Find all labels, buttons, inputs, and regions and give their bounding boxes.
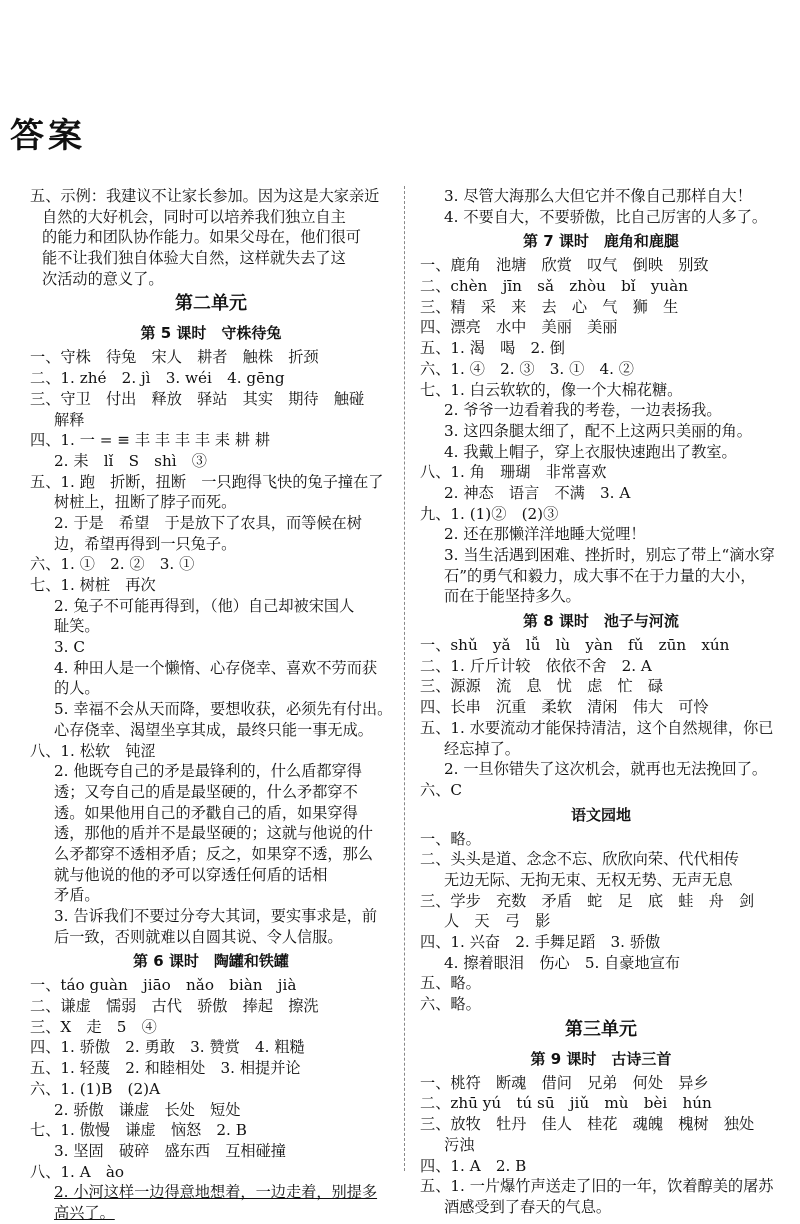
answer-line: 2. 兔子不可能再得到，（他）自己却被宋国人 bbox=[54, 596, 355, 615]
answer-line: 六、1. (1)B (2)A bbox=[30, 1079, 161, 1098]
answer-line: 2. 神态 语言 不满 3. A bbox=[444, 483, 631, 502]
answer-line: 能不让我们独自体验大自然，这样就失去了这 bbox=[42, 249, 346, 268]
answer-line: 么矛都穿不透相矛盾；反之，如果穿不透，那么 bbox=[54, 844, 373, 863]
answer-line: 五、1. 轻蔑 2. 和睦相处 3. 相提并论 bbox=[30, 1059, 301, 1078]
section-heading: 第 9 课时 古诗三首 bbox=[530, 1049, 672, 1068]
answer-line: 石”的勇气和毅力，成大事不在于力量的大小， bbox=[444, 566, 756, 585]
answer-line: 二、头头是道、念念不忘、欣欣向荣、代代相传 bbox=[420, 850, 739, 869]
answer-line: 的人。 bbox=[54, 679, 100, 698]
answer-line: 八、1. 角 珊瑚 非常喜欢 bbox=[420, 463, 607, 482]
answer-line: 透；又夸自己的盾是最坚硬的，什么矛都穿不 bbox=[54, 782, 358, 801]
answer-line: 3. C bbox=[54, 638, 85, 657]
answer-line: 五、示例：我建议不让家长参加。因为这是大家亲近 bbox=[30, 187, 380, 205]
answer-line: 3. 这四条腿太细了，配不上这两只美丽的角。 bbox=[444, 421, 752, 440]
answer-line: 的能力和团队协作能力。如果父母在，他们很可 bbox=[42, 228, 361, 247]
answer-line: 2. 还在那懒洋洋地睡大觉哩！ bbox=[444, 525, 646, 544]
page-title: 答案 bbox=[10, 116, 86, 156]
answer-column-left bbox=[30, 186, 392, 1224]
answer-line: 就与他说的他的矛可以穿透任何盾的话相 bbox=[54, 865, 328, 884]
answer-line: 五、1. 跑 折断，扭断 一只跑得飞快的兔子撞在了 bbox=[30, 472, 384, 491]
answer-line: 2. 耒 lǐ S shì ③ bbox=[54, 451, 207, 470]
answer-line: 2. 他既夸自己的矛是最锋利的，什么盾都穿得 bbox=[54, 762, 362, 781]
answer-line: 污浊 bbox=[444, 1135, 475, 1154]
answer-line: 三、守卫 付出 释放 驿站 其实 期待 触碰 bbox=[30, 389, 365, 408]
answer-line: 3. 告诉我们不要过分夸大其词，要实事求是，前 bbox=[54, 907, 378, 925]
answer-line: 4. 我戴上帽子，穿上衣服快速跑出了教室。 bbox=[444, 442, 737, 461]
answer-line: 三、源源 流 息 忧 虑 忙 碌 bbox=[420, 677, 663, 696]
answer-line: 六、略。 bbox=[420, 995, 481, 1014]
section-heading: 第二单元 bbox=[175, 293, 247, 315]
answer-line: 3. 尽管大海那么大但它并不像自己那样自大！ bbox=[444, 187, 752, 205]
answer-line: 五、1. 渴 喝 2. 倒 bbox=[420, 339, 565, 358]
answer-line: 一、桃符 断魂 借问 兄弟 何处 异乡 bbox=[420, 1073, 709, 1092]
answer-line: 透，那他的盾并不是最坚硬的；这就与他说的什 bbox=[54, 824, 373, 843]
answer-line: 二、谦虚 懦弱 古代 骄傲 捧起 擦洗 bbox=[30, 997, 319, 1016]
answer-line: 六、C bbox=[420, 780, 462, 799]
answer-line: 次活动的意义了。 bbox=[42, 269, 164, 288]
answer-line: 二、1. 斤斤计较 依依不舍 2. A bbox=[420, 656, 652, 675]
answer-line: 一、鹿角 池塘 欣赏 叹气 倒映 别致 bbox=[420, 256, 709, 275]
section-heading: 语文园地 bbox=[570, 805, 631, 824]
answer-line: 无边无际、无拘无束、无权无势、无声无息 bbox=[444, 870, 733, 889]
answer-line: 五、1. 一片爆竹声送走了旧的一年，饮着醇美的屠苏 bbox=[420, 1177, 774, 1196]
answer-line: 七、1. 傲慢 谦虚 恼怒 2. B bbox=[30, 1121, 247, 1140]
answer-line: 酒感受到了春天的气息。 bbox=[444, 1197, 612, 1216]
answer-line: 2. 骄傲 谦虚 长处 短处 bbox=[54, 1100, 241, 1119]
answer-line: 2. 爷爷一边看着我的考卷，一边表扬我。 bbox=[444, 401, 722, 420]
answer-column-right bbox=[420, 186, 782, 1218]
answer-line: 经忘掉了。 bbox=[444, 739, 520, 758]
answer-line: 四、漂亮 水中 美丽 美丽 bbox=[420, 318, 618, 337]
answer-line: 四、1. 骄傲 2. 勇敢 3. 赞赏 4. 粗糙 bbox=[30, 1038, 305, 1057]
answer-line: 三、精 采 来 去 心 气 狮 生 bbox=[420, 297, 679, 316]
answer-line: 3. 坚固 破碎 盛东西 互相碰撞 bbox=[54, 1141, 286, 1160]
answer-line: 三、放牧 牡丹 佳人 桂花 魂魄 槐树 独处 bbox=[420, 1115, 755, 1134]
answer-line: 六、1. ① 2. ② 3. ① bbox=[30, 555, 195, 574]
answer-line: 树桩上，扭断了脖子而死。 bbox=[54, 493, 237, 512]
answer-line: 4. 种田人是一个懒惰、心存侥幸、喜欢不劳而获 bbox=[54, 658, 378, 677]
answer-line: 2. 一旦你错失了这次机会，就再也无法挽回了。 bbox=[444, 760, 768, 779]
answer-line: 九、1. (1)② (2)③ bbox=[420, 504, 559, 523]
answer-line: 矛盾。 bbox=[54, 886, 100, 905]
answer-line: 边，希望再得到一只兔子。 bbox=[54, 534, 237, 553]
answer-line: 4. 不要自大，不要骄傲，比自己厉害的人多了。 bbox=[444, 207, 768, 226]
answer-line: 一、守株 待兔 宋人 耕者 触株 折颈 bbox=[30, 348, 319, 367]
section-heading: 第三单元 bbox=[565, 1018, 637, 1040]
answer-line: 七、1. 白云软软的，像一个大棉花糖。 bbox=[420, 380, 683, 399]
answer-line: 四、1. 一 = ≡ 丰 丰 丰 丰 耒 耕 耕 bbox=[30, 431, 271, 450]
answer-line: 心存侥幸、渴望坐享其成，最终只能一事无成。 bbox=[54, 720, 373, 739]
answer-line: 耻笑。 bbox=[54, 617, 100, 636]
column-divider bbox=[404, 186, 405, 1171]
answer-line: 二、zhū yú tú sū jiǔ mù bèi hún bbox=[420, 1094, 712, 1113]
answer-line: 2. 于是 希望 于是放下了农具，而等候在树 bbox=[54, 513, 362, 532]
answer-line: 五、1. 水要流动才能保持清洁，这个自然规律，你已 bbox=[420, 718, 774, 737]
answer-line: 三、X 走 5 ④ bbox=[30, 1017, 157, 1036]
answer-line: 高兴了。 bbox=[54, 1203, 115, 1222]
section-heading: 第 8 课时 池子与河流 bbox=[523, 612, 679, 631]
answer-line: 八、1. 松软 钝涩 bbox=[30, 741, 156, 760]
answer-line: 5. 幸福不会从天而降，要想收获，必须先有付出。 bbox=[54, 700, 393, 719]
section-heading: 第 5 课时 守株待兔 bbox=[140, 324, 282, 343]
answer-line: 四、长串 沉重 柔软 清闲 伟大 可怜 bbox=[420, 698, 709, 717]
answer-line: 透。如果他用自己的矛戳自己的盾，如果穿得 bbox=[54, 803, 358, 822]
answer-line: 四、1. A 2. B bbox=[420, 1156, 527, 1175]
answer-line: 五、略。 bbox=[420, 974, 481, 993]
answer-line: 七、1. 树桩 再次 bbox=[30, 576, 156, 594]
answer-line: 人 天 弓 影 bbox=[444, 912, 551, 931]
section-heading: 第 6 课时 陶罐和铁罐 bbox=[133, 952, 289, 971]
answer-line: 一、shǔ yǎ lǚ lù yàn fǔ zūn xún bbox=[420, 636, 730, 655]
answer-line: 一、táo guàn jiāo nǎo biàn jià bbox=[30, 976, 297, 995]
answer-line: 解释 bbox=[54, 410, 85, 429]
answer-line: 二、chèn jīn sǎ zhòu bǐ yuàn bbox=[420, 277, 689, 296]
answer-line: 4. 擦着眼泪 伤心 5. 自豪地宣布 bbox=[444, 953, 681, 972]
answer-line: 三、学步 充数 矛盾 蛇 足 底 蛙 舟 剑 bbox=[420, 891, 755, 910]
answer-line: 六、1. ④ 2. ③ 3. ① 4. ② bbox=[420, 359, 634, 378]
answer-line: 自然的大好机会，同时可以培养我们独立自主 bbox=[42, 207, 346, 226]
section-heading: 第 7 课时 鹿角和鹿腿 bbox=[523, 232, 679, 251]
answer-line: 3. 当生活遇到困难、挫折时，别忘了带上“滴水穿 bbox=[444, 546, 775, 564]
answer-line: 2. 小河这样一边得意地想着，一边走着，别提多 bbox=[54, 1183, 378, 1202]
answer-line: 而在于能坚持多久。 bbox=[444, 587, 581, 606]
answer-line: 二、1. zhé 2. jì 3. wéi 4. gēng bbox=[30, 369, 285, 388]
answer-line: 四、1. 兴奋 2. 手舞足蹈 3. 骄傲 bbox=[420, 933, 661, 951]
answer-line: 后一致，否则就难以自圆其说、令人信服。 bbox=[54, 927, 343, 946]
answer-line: 一、略。 bbox=[420, 829, 481, 848]
answer-line: 八、1. A ào bbox=[30, 1162, 125, 1181]
